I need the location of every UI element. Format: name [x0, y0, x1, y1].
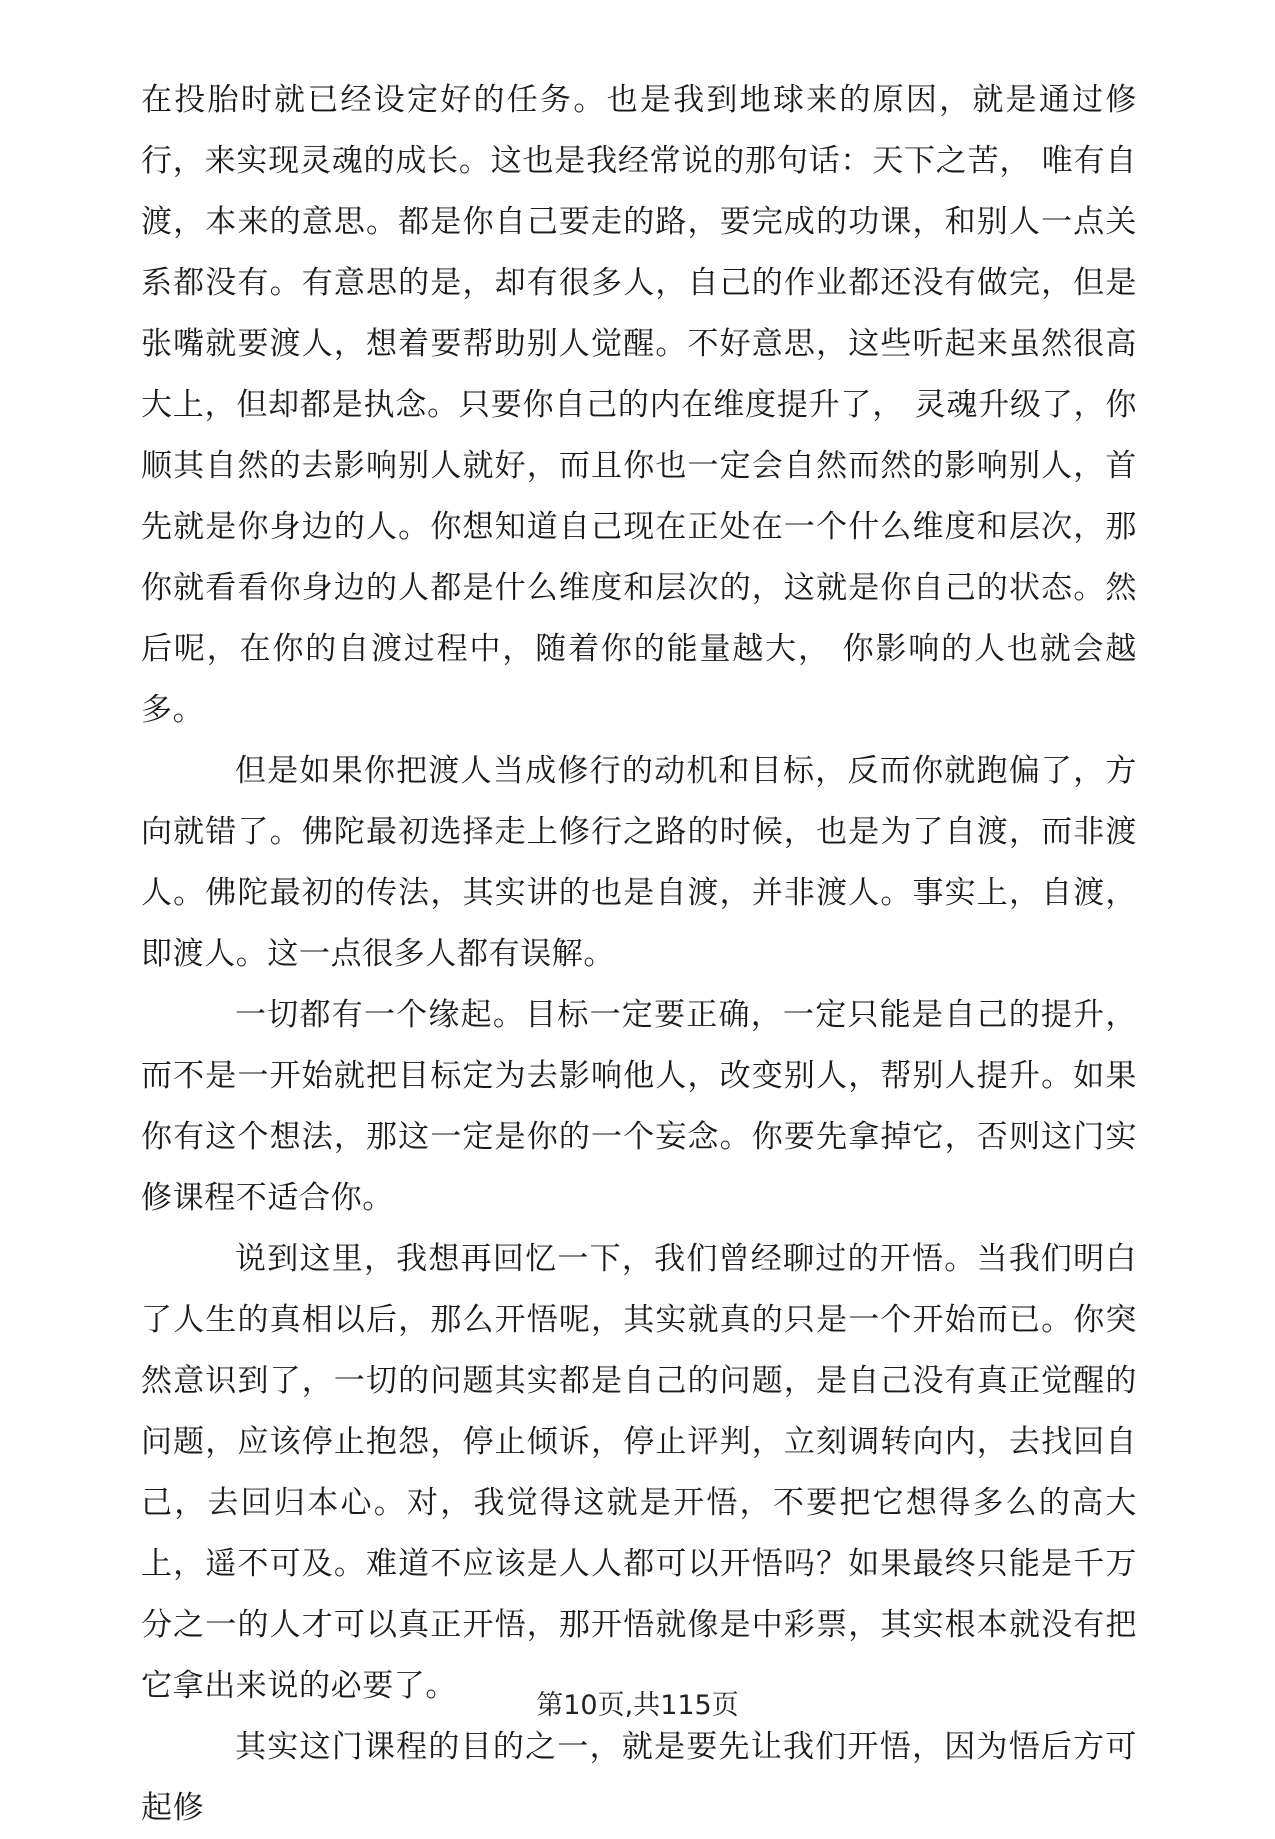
paragraph-5: 其实这门课程的目的之一，就是要先让我们开悟，因为悟后方可起修 — [141, 1729, 1137, 1826]
paragraph-2: 但是如果你把渡人当成修行的动机和目标，反而你就跑偏了，方向就错了。佛陀最初选择走上修行之路的时候，也是为了自渡，而非渡人。佛陀最初的传法，其实讲的也是自渡，并非渡人。事实上，自渡，即渡人。这一点很多人都有误解。 — [141, 753, 1137, 972]
paragraph-4: 说到这里，我想再回忆一下，我们曾经聊过的开悟。当我们明白了人生的真相以后，那么开悟呢，其实就真的只是一个开始而已。你突然意识到了，一切的问题其实都是自己的问题，是自己没有真正觉醒的问题，应该停止抱怨，停止倾诉，停止评判，立刻调转向内，去找回自己，去回归本心。对，我觉得这就是开悟，不要把它想得多么的高大上，遥不可及。难道不应该是人人都可以开悟吗？如果最终只能是千万分之一的人才可以真正开悟，那开悟就像是中彩票，其实根本就没有把它拿出来说的必要了。 — [141, 1241, 1137, 1704]
page-number-footer: 第10页,共115页 — [536, 1690, 739, 1721]
paragraph-3: 一切都有一个缘起。目标一定要正确，一定只能是自己的提升，而不是一开始就把目标定为去影响他人，改变别人，帮别人提升。如果你有这个想法，那这一定是你的一个妄念。你要先拿掉它，否则这门实修课程不适合你。 — [141, 997, 1137, 1216]
body-text — [141, 70, 1137, 1839]
paragraph-1: 在投胎时就已经设定好的任务。也是我到地球来的原因，就是通过修行，来实现灵魂的成长。这也是我经常说的那句话：天下之苦， 唯有自渡，本来的意思。都是你自己要走的路，要完成的功课，和别人一点关系都没有。有意思的是，却有很多人，自己的作业都还没有做完，但是张嘴就要渡人，想着要帮助别人觉醒。不好意思，这些听起来虽然很高大上，但却都是执念。只要你自己的内在维度提升了， 灵魂升级了，你顺其自然的去影响别人就好，而且你也一定会自然而然的影响别人，首先就是你身边的人。你想知道自己现在正处在一个什么维度和层次，那你就看看你身边的人都是什么维度和层次的，这就是你自己的状态。然后呢，在你的自渡过程中，随着你的能量越大， 你影响的人也就会越多。 — [141, 82, 1137, 728]
